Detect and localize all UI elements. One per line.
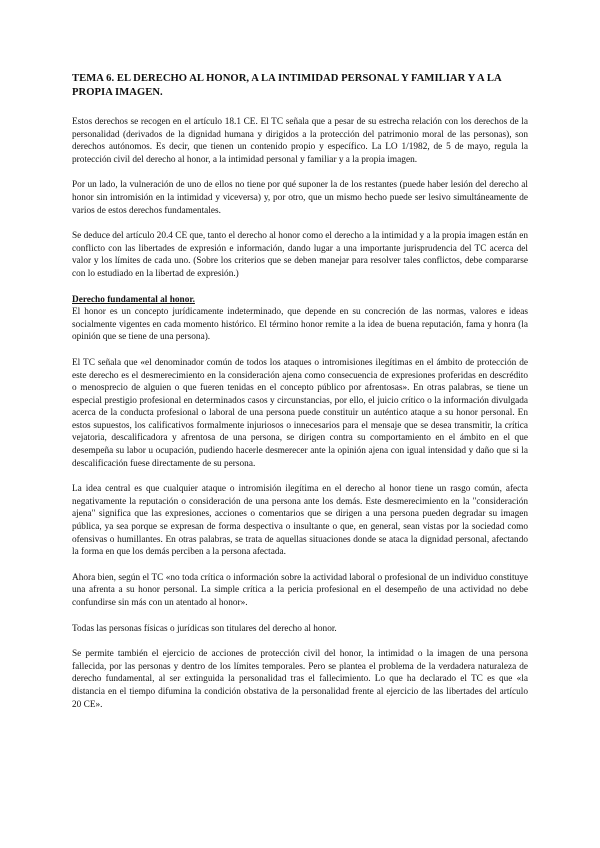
paragraph-deceased: Se permite también el ejercicio de acciones de protección civil del honor, la intimidad o la imagen de una persona fallecida, por las personas y dentro de los límites temporales. Pero se plantea el problema de la verdadera naturaleza de derecho fundamental, al ser extinguida la personalidad tras el fallecimiento. Lo que ha declarado el TC es que «la distancia en el tiempo difumina la condición obstativa de la personalidad frente al ejercicio de las libertades del artículo 20 CE». [72, 649, 528, 710]
paragraph-criticism: Ahora bien, según el TC «no toda crítica o información sobre la actividad laboral o profesional de un individuo constituye una afrenta a su honor personal. La simple crítica a la pericia profesional en el desempeño de una actividad no debe confundirse sin más con un atentado al honor». [72, 572, 528, 608]
paragraph-tc-denominator: El TC señala que «el denominador común de todos los ataques o intromisiones ilegítimas en el ámbito de protección de este derecho es el desmerecimiento en la consideración ajena como consecuencia de expresiones proferidas en descrédito o menosprecio de alguien o que fueren tenidas en el concepto público por afrentosas». En otras palabras, se tiene un especial prestigio profesional en determinados casos y circunstancias, por ello, el juicio crítico o la información divulgada acerca de la conducta profesional o laboral de una persona puede constituir un auténtico ataque a su honor personal. En estos supuestos, los calificativos formalmente injuriosos o innecesarios para el mensaje que se desea transmitir, la crítica vejatoria, descalificadora y afrentosa de una persona, se dirigen contra su comportamiento en el ámbito en el que desempeña su labor u ocupación, pudiendo hacerle desmerecer ante la opinión ajena con igual intensidad y daño que si la descalificación fuese directamente de su persona. [72, 357, 528, 469]
section-heading-honor: Derecho fundamental al honor. [72, 294, 195, 305]
paragraph-intro: Estos derechos se recogen en el artículo 18.1 CE. El TC señala que a pesar de su estrecha relación con los derechos de la personalidad (derivados de la dignidad humana y dirigidos a la protección del patrimonio moral de las personas), son derechos autónomos. Es decir, que tienen un contenido propio y específico. La LO 1/1982, de 5 de mayo, regula la protección civil del derecho al honor, a la intimidad personal y familiar y a la propia imagen. [72, 117, 528, 165]
paragraph-article-20-4: Se deduce del artículo 20.4 CE que, tanto el derecho al honor como el derecho a la intimidad y a la propia imagen están en conflicto con las libertades de expresión e información, dando lugar a una importante jurisprudencia del TC acerca del valor y los límites de cada uno. (Sobre los criterios que se deben manejar para resolver tales conflictos, debe compararse con lo estudiado en la libertad de expresión.) [72, 231, 528, 279]
paragraph-holders: Todas las personas físicas o jurídicas son titulares del derecho al honor. [72, 623, 337, 634]
paragraph-vulneration: Por un lado, la vulneración de uno de ellos no tiene por qué suponer la de los restantes (puede haber lesión del derecho al honor sin intromisión en la intimidad y viceversa) y, por otro, que un mismo hecho puede ser lesivo simultáneamente de varios de estos derechos fundamentales. [72, 180, 528, 216]
document-title: TEMA 6. EL DERECHO AL HONOR, A LA INTIMIDAD PERSONAL Y FAMILIAR Y A LA PROPIA IMAGEN. [72, 73, 502, 98]
paragraph-honor-concept: El honor es un concepto jurídicamente indeterminado, que depende en su concreción de las normas, valores e ideas socialmente vigentes en cada momento histórico. El término honor remite a la idea de buena reputación, fama y honra (la opinión que se tiene de una persona). [72, 307, 528, 343]
paragraph-central-idea: La idea central es que cualquier ataque o intromisión ilegítima en el derecho al honor tiene un rasgo común, afecta negativamente la reputación o consideración de una persona ante los demás. Este desmerecimiento en la "consideración ajena" significa que las expresiones, acciones o comentarios que se dirigen a una persona pueden degradar su imagen pública, ya sea porque se expresan de forma despectiva o insultante o que, en general, sean vistas por la sociedad como ofensivas o humillantes. En otras palabras, se trata de aquellas situaciones donde se ataca la dignidad personal, afectando la forma en que los demás perciben a la persona afectada. [72, 484, 528, 558]
